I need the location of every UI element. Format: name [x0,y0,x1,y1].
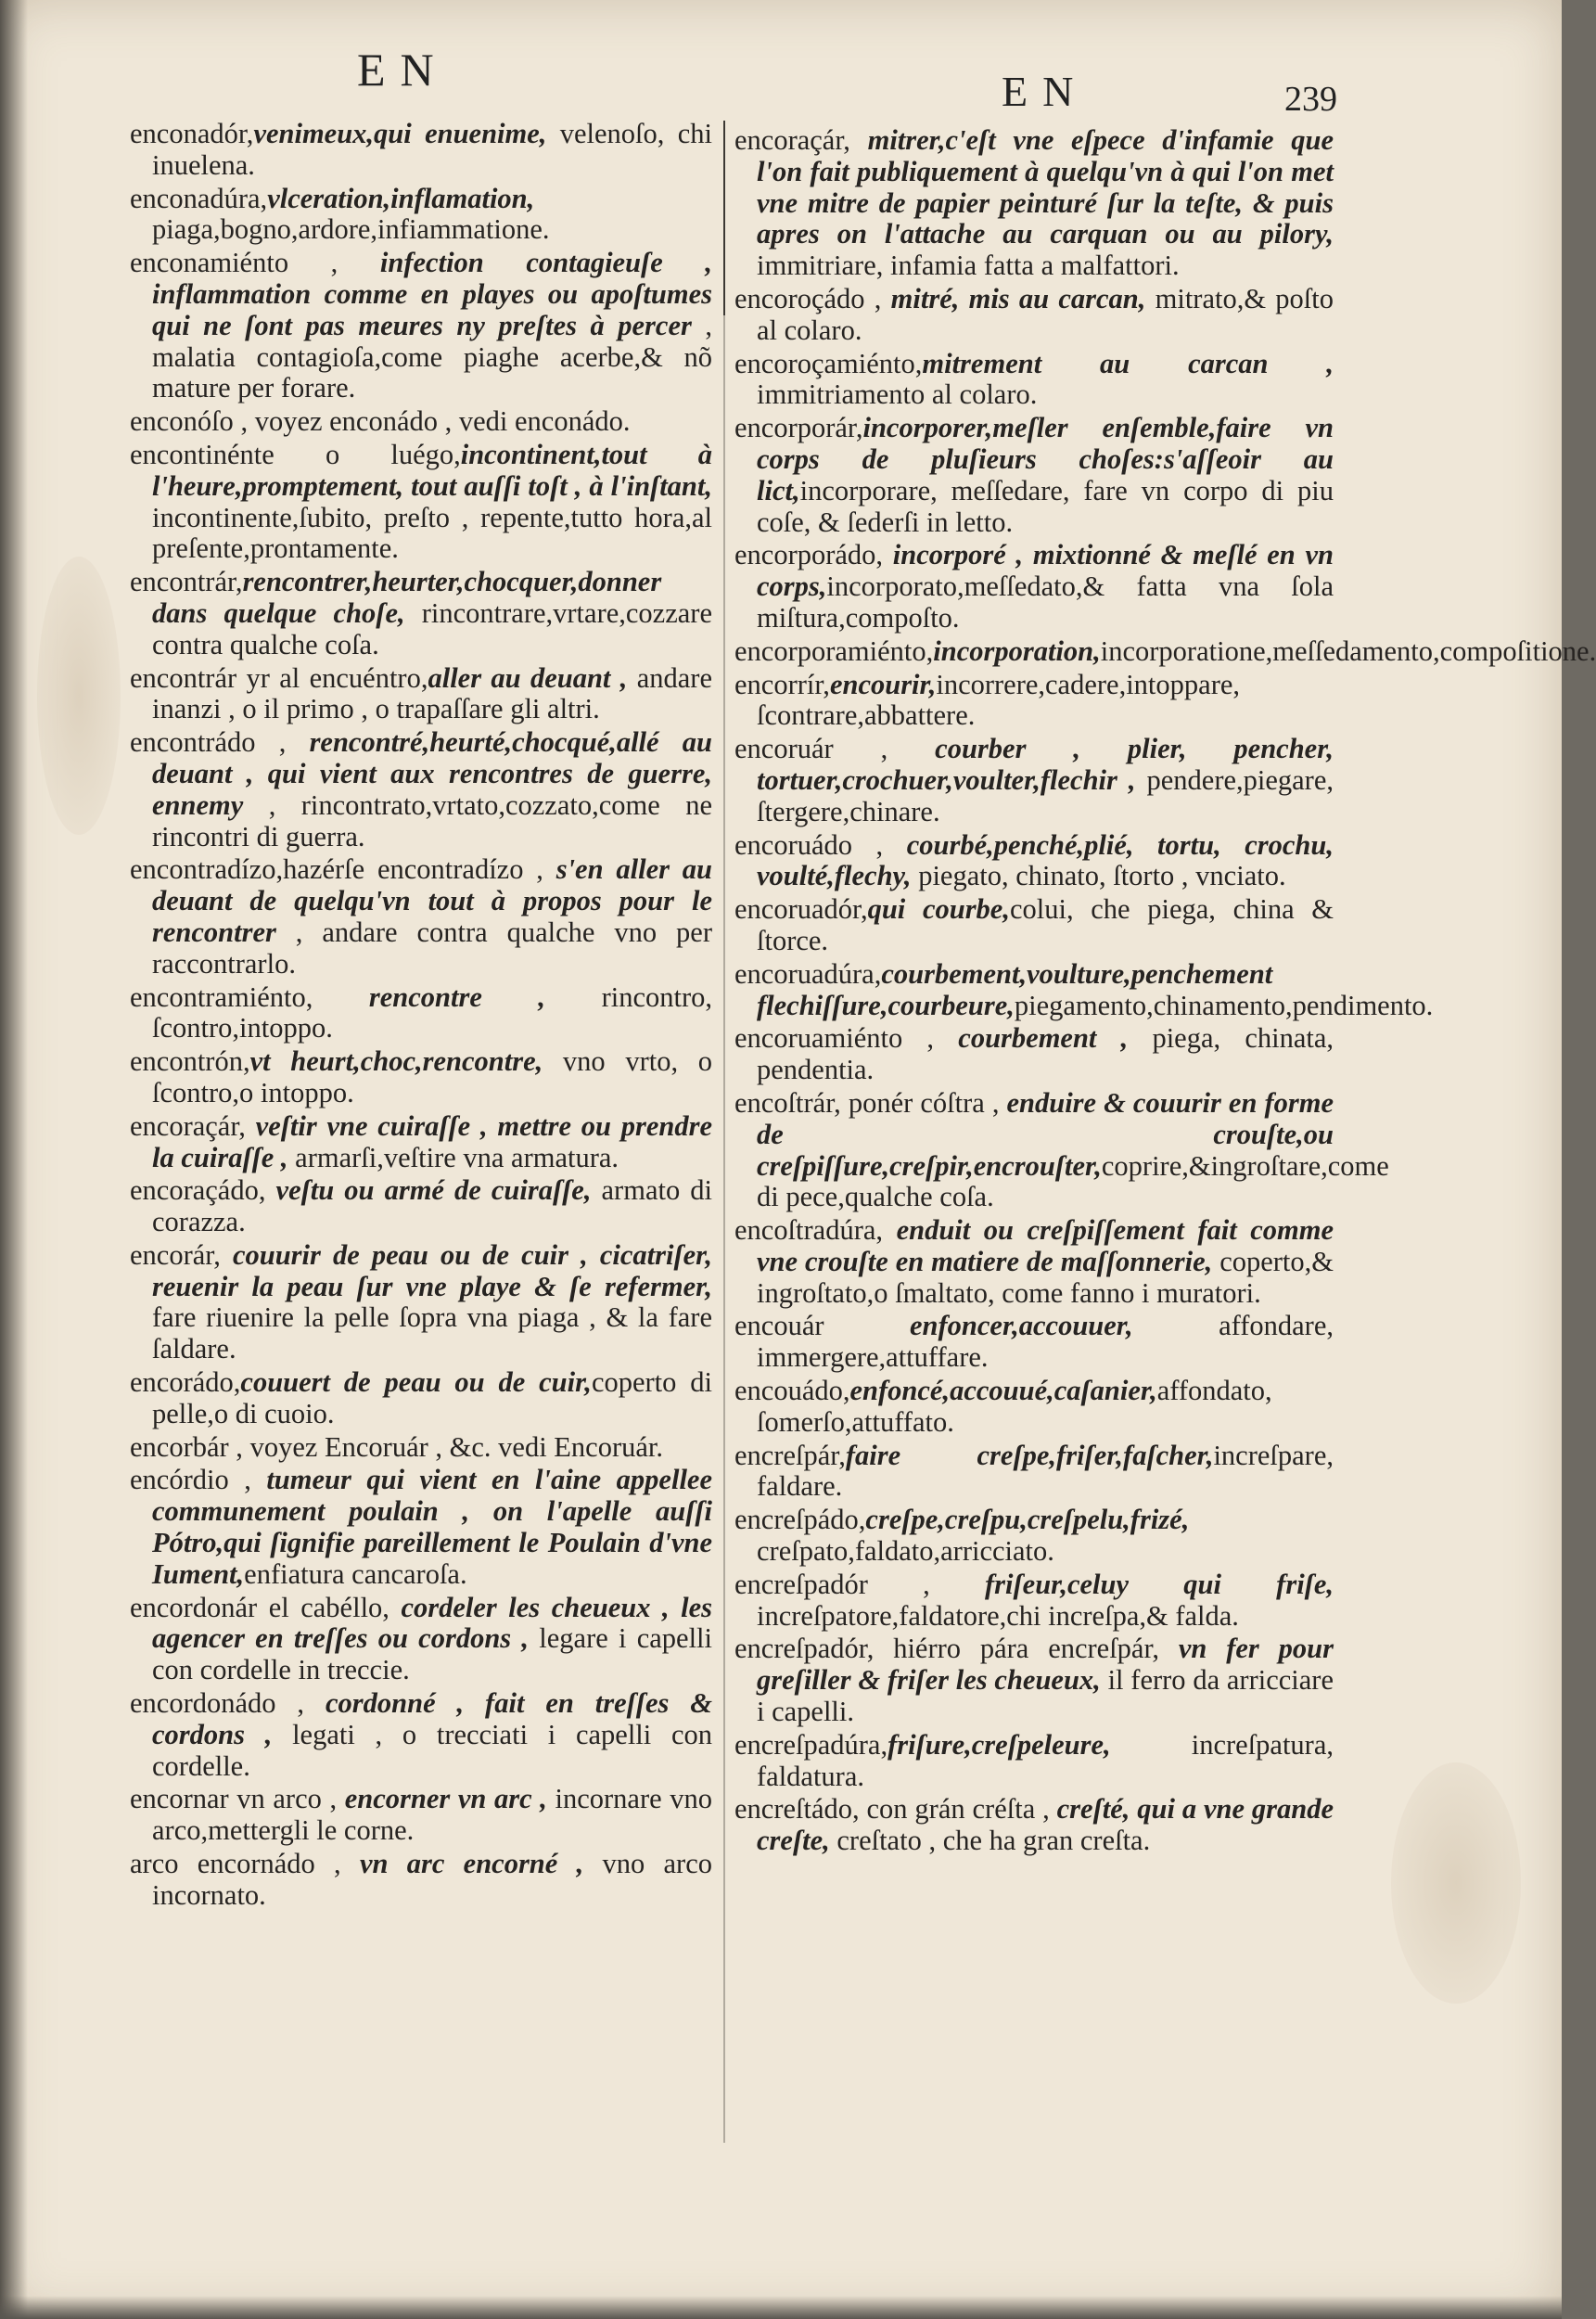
entry-headword: encordonár el cabéllo, [130,1591,402,1623]
entry-headword: encoraçár, [130,1109,256,1142]
dictionary-entry [130,1593,712,1686]
entry-headword: encreſpadór , [734,1568,986,1600]
dictionary-entry [734,1023,1334,1086]
dictionary-entry [130,1111,712,1174]
dictionary-entry [734,734,1334,827]
entry-italian-gloss: coprire,&ingroſtare,come di pece,qualche coſa. [757,1149,1389,1213]
dictionary-entry [734,284,1334,347]
dictionary-entry [734,957,1434,1022]
entry-french-gloss: courbement,voulture,penchement flechiſſure,courbeure, [757,957,1273,1021]
entry-french-gloss: incorporer,meſler enſemble,faire vn corps de pluſieurs choſes:s'aſſeoir au lict, [757,412,1334,506]
entry-italian-gloss: rincontrare,vrtare,cozzare contra qualche coſa. [152,596,712,660]
entry-headword: encreſpár, [734,1439,846,1471]
entry-italian-gloss: immitriamento al colaro. [757,378,1038,411]
entry-french-gloss: friſure,creſpeleure, [887,1728,1111,1761]
entry-italian-gloss: andare inanzi , o il primo , o trapaſſare gli altri. [152,661,712,725]
dictionary-entry [130,663,712,726]
dictionary-entry [130,1784,712,1847]
entry-french-gloss: mitrer,c'eſt vne eſpece d'infamie que l'on fait publiquement à quelqu'vn à qui l'on met vne mitre de papier peinturé ſur la teſte, & puis apres on l'attache au carquan ou au pilory, [757,124,1334,250]
dictionary-entry [130,1046,712,1109]
entry-headword: encorádo, [130,1366,241,1399]
dictionary-entry [734,1569,1334,1633]
entry-headword: encordonádo , [130,1687,326,1720]
entry-french-gloss: rencontré,heurté,chocqué,allé au deuant , qui vient aux rencontres de guerre, ennemy [152,726,712,821]
dictionary-entry [130,406,712,438]
entry-italian-gloss: incontinente,ſubito, preſto , repente,tutto hora,al preſente,prontamente. [152,501,712,565]
dictionary-entry [734,1441,1334,1504]
entry-french-gloss: incontinent,tout à l'heure,promptement, tout auſſi toſt , à l'inſtant, [152,438,712,502]
entry-italian-gloss: piegamento,chinamento,pendimento. [1014,989,1434,1021]
dictionary-entry [734,1376,1334,1439]
entry-french-gloss: incorporation, [933,634,1101,667]
dictionary-entry [130,727,712,852]
entry-headword: encontrár yr al encuéntro, [130,661,428,694]
entry-headword: encorporár, [734,412,863,444]
entry-italian-gloss: armato di corazza. [152,1174,712,1238]
column-rule [723,121,725,2143]
entry-french-gloss: couurir de peau ou de cuir , cicatriſer, reuenir la peau ſur vne playe & ſe refermer, [152,1238,712,1302]
entry-headword: encoroçamiénto, [734,347,923,379]
dictionary-entry [734,670,1334,733]
entry-italian-gloss: legati , o trecciati i capelli con cordelle. [152,1718,712,1782]
entry-headword: encoraçár, [734,124,868,156]
entry-italian-gloss: creſtato , che ha gran creſta. [829,1825,1151,1857]
dictionary-entry [130,1367,712,1430]
entry-french-gloss: friſeur,celuy qui friſe, [985,1568,1334,1600]
right-column [734,124,1596,2277]
entry-headword: encoſtradúra, [734,1214,897,1247]
dictionary-entry [130,567,712,660]
entry-headword: encreſpadór, hiérro pára encreſpár, [734,1633,1179,1665]
entry-french-gloss: veſtir vne cuiraſſe , mettre ou prendre la cuiraſſe , [152,1109,712,1173]
entry-headword: encoraçádo, [130,1174,276,1207]
entry-headword: enconadúra, [130,182,268,214]
dictionary-entry [734,634,1596,668]
entry-french-gloss: rencontrer,heurter,chocquer,donner dans quelque choſe, [152,566,662,629]
dictionary-entry [734,1730,1334,1793]
entry-headword: encorrír, [734,668,830,700]
entry-italian-gloss: mitrato,& poſto al colaro. [757,282,1334,346]
dictionary-entry [734,1215,1334,1309]
bottom-edge-shadow [0,2296,1562,2319]
dictionary-entry [734,540,1334,634]
dictionary-entry [734,413,1334,538]
entry-headword: encontradízo,hazérſe encontradízo , [130,853,556,886]
entry-french-gloss: encourir, [829,668,937,700]
entry-italian-gloss: affondare, immergere,attuffare. [757,1310,1334,1374]
entry-italian-gloss: , rincontrato,vrtato,cozzato,come ne rincontri di guerra. [152,788,712,852]
entry-italian-gloss: coperto di pelle,o di cuoio. [152,1366,712,1429]
entry-italian-gloss: fare riuenire la pelle ſopra vna piaga , & la fare ſaldare. [152,1301,712,1365]
entry-italian-gloss: affondato, ſomerſo,attuffato. [757,1375,1272,1438]
dictionary-entry [130,854,712,980]
entry-french-gloss: veſtu ou armé de cuiraſſe, [275,1174,592,1207]
entry-italian-gloss: vno arco incornato. [152,1848,712,1911]
binding-shadow [0,0,28,2319]
entry-italian-gloss: voyez Encoruár , &c. vedi Encoruár. [249,1430,664,1463]
entry-italian-gloss: piega, chinata, pendentia. [757,1022,1334,1086]
entry-french-gloss: vt heurt,choc,rencontre, [249,1045,543,1078]
entry-italian-gloss: incorporare, meſſedare, fare vn corpo di piu coſe, & ſederſi in letto. [757,474,1334,538]
entry-french-gloss: vn fer pour greſiller & friſer les cheueux, [757,1633,1334,1697]
entry-italian-gloss: legare i capelli con cordelle in treccie. [152,1622,712,1686]
running-head-right: EN [1002,68,1089,115]
entry-french-gloss: couuert de peau ou de cuir, [240,1366,592,1399]
dictionary-entry [734,349,1334,412]
entry-headword: encreſpádo, [734,1504,866,1536]
entry-italian-gloss: piaga,bogno,ardore,infiammatione. [152,213,550,246]
left-column [130,119,712,2271]
dictionary-entry [734,894,1334,957]
entry-italian-gloss: creſpato,faldato,arricciato. [757,1535,1054,1568]
entry-french-gloss: vlceration,inflamation, [267,182,535,214]
entry-headword: encontramiénto, [130,980,369,1013]
entry-italian-gloss: vno vrto, o ſcontro,o intoppo. [152,1045,712,1108]
dictionary-entry [734,1634,1334,1727]
entry-headword: encoruadúra, [734,957,882,990]
entry-headword: encoruár , [734,733,936,765]
dictionary-entry [130,1465,712,1590]
dictionary-entry [130,184,712,247]
entry-headword: encorporádo, [734,539,893,571]
entry-headword: encouár [734,1310,910,1342]
entry-italian-gloss: armarſi,veſtire vna armatura. [287,1141,619,1173]
entry-french-gloss: vn arc encorné , [359,1848,584,1880]
entry-headword: encorbár , [130,1430,250,1463]
entry-headword: encontinénte o luégo, [130,438,461,470]
dictionary-entry [130,1240,712,1365]
dictionary-entry [130,1432,712,1464]
dictionary-entry [734,830,1334,893]
dictionary-entry [130,119,712,182]
entry-italian-gloss: piegato, chinato, ſtorto , vnciato. [911,860,1286,892]
entry-french-gloss: enfoncé,accouué,caſanier, [849,1375,1157,1407]
entry-french-gloss: s'en aller au deuant de quelqu'vn tout à propos pour le rencontrer [152,853,712,948]
entry-italian-gloss: colui, che piega, china & ſtorce. [757,893,1334,956]
entry-french-gloss: aller au deuant , [428,661,628,694]
entry-italian-gloss: , voyez enconádo , vedi enconádo. [240,405,631,438]
entry-headword: encorporamiénto, [734,634,934,667]
entry-headword: encórdio , [130,1464,267,1496]
paper-stain [1391,1762,1521,2004]
entry-italian-gloss: immitriare, infamia fatta a malfattori. [757,250,1180,282]
entry-french-gloss: encorner vn arc , [344,1783,547,1815]
dictionary-entry [734,1086,1389,1213]
dictionary-entry [734,1794,1334,1857]
entry-headword: encorár, [130,1238,233,1271]
entry-italian-gloss: incorporato,meſſedato,& fatta vna ſola miſtura,compoſto. [757,570,1334,634]
entry-french-gloss: creſpe,creſpu,creſpelu,frizé, [865,1504,1190,1536]
page-number: 239 [1284,80,1337,119]
dictionary-entry [130,248,712,404]
entry-headword: encontrár, [130,566,243,598]
entry-french-gloss: mitrement au carcan , [922,347,1334,379]
entry-headword: encreſtádo, con grán créſta , [734,1793,1057,1826]
entry-french-gloss: venimeux,qui enuenime, [253,118,547,149]
entry-italian-gloss: increſpare, faldare. [757,1439,1334,1503]
entry-headword: encoruadór, [734,893,868,926]
entry-italian-gloss: velenoſo, chi inuelena. [152,118,712,181]
entry-french-gloss: tumeur qui vient en l'aine appellee communement poulain , on l'apelle auſſi Pótro,qui ſignifie pareillement le Poulain d'vne Iument, [152,1464,712,1590]
dictionary-entry [130,982,712,1045]
entry-french-gloss: cordeler les cheueux , les agencer en treſſes ou cordons , [152,1591,713,1655]
entry-headword: encornar vn arco , [130,1783,345,1815]
entry-french-gloss: cordonné , fait en treſſes & cordons , [152,1687,712,1750]
entry-french-gloss: infection contagieuſe , inflammation comme en playes ou apoſtumes qui ne ſont pas meures ny preſtes à percer [152,247,712,341]
entry-italian-gloss: coperto,& ingroſtato,o ſmaltato, come fanno i muratori. [757,1245,1334,1309]
entry-french-gloss: creſté, qui a vne grande creſte, [757,1793,1334,1857]
entry-french-gloss: enfoncer,accouuer, [910,1310,1133,1342]
entry-italian-gloss: rincontro, ſcontro,intoppo. [152,980,713,1044]
entry-italian-gloss: enfiatura cancaroſa. [244,1557,467,1590]
entry-headword: enconóſo [130,405,241,438]
entry-french-gloss: enduire & couurir en forme de crouſte,ou creſpiſſure,creſpir,encrouſter, [757,1086,1334,1182]
dictionary-entry [734,1311,1334,1374]
dictionary-entry [734,125,1334,282]
entry-headword: arco encornádo , [130,1848,360,1880]
entry-italian-gloss: incornare vno arco,mettergli le corne. [152,1783,712,1847]
dictionary-entry [130,440,712,565]
entry-italian-gloss: , malatia contagioſa,come piaghe acerbe,& nõ mature per forare. [152,309,712,404]
entry-italian-gloss: increſpatore,faldatore,chi increſpa,& falda. [757,1599,1239,1632]
entry-italian-gloss: il ferro da arricciare i capelli. [757,1664,1334,1728]
entry-headword: encontrón, [130,1045,250,1078]
entry-headword: encoruádo , [734,828,907,861]
dictionary-entry [734,1505,1334,1568]
dictionary-entry [130,1849,712,1912]
entry-headword: enconadór, [130,118,254,149]
entry-french-gloss: faire creſpe,friſer,faſcher, [845,1439,1214,1471]
entry-french-gloss: rencontre , [368,980,546,1013]
entry-french-gloss: courbement , [958,1022,1129,1055]
entry-headword: encoruamiénto , [734,1022,959,1055]
entry-french-gloss: incorporé , mixtionné & meſlé en vn corps, [757,539,1334,603]
entry-italian-gloss: incorporatione,meſſedamento,compoſitione. [1100,634,1596,667]
dictionary-entry [130,1175,712,1238]
dictionary-entry [130,1688,712,1782]
running-head-left: EN [357,44,449,96]
entry-french-gloss: qui courbe, [867,893,1010,926]
entry-headword: encouádo, [734,1375,850,1407]
entry-italian-gloss: incorrere,cadere,intoppare, ſcontrare,abbattere. [757,668,1241,732]
entry-french-gloss: courber , plier, pencher, tortuer,crochuer,voulter,flechir , [757,733,1334,796]
entry-headword: encreſpadúra, [734,1728,888,1761]
entry-headword: enconamiénto , [130,247,380,279]
entry-french-gloss: enduit ou creſpiſſement fait comme vne crouſte en matiere de maſſonnerie, [757,1214,1334,1277]
entry-french-gloss: mitré, mis au carcan, [890,282,1146,314]
entry-french-gloss: courbé,penché,plié, tortu, crochu, voulté,flechy, [757,828,1334,892]
entry-italian-gloss: pendere,piegare, ſtergere,chinare. [757,763,1334,827]
entry-headword: encontrádo , [130,726,310,759]
entry-italian-gloss: , andare contra qualche vno per raccontrarlo. [152,916,712,980]
entry-headword: encoſtrár, ponér cóſtra , [734,1086,1007,1119]
entry-headword: encoroçádo , [734,282,891,314]
paper-stain [37,557,121,835]
entry-italian-gloss: increſpatura, faldatura. [757,1728,1334,1792]
